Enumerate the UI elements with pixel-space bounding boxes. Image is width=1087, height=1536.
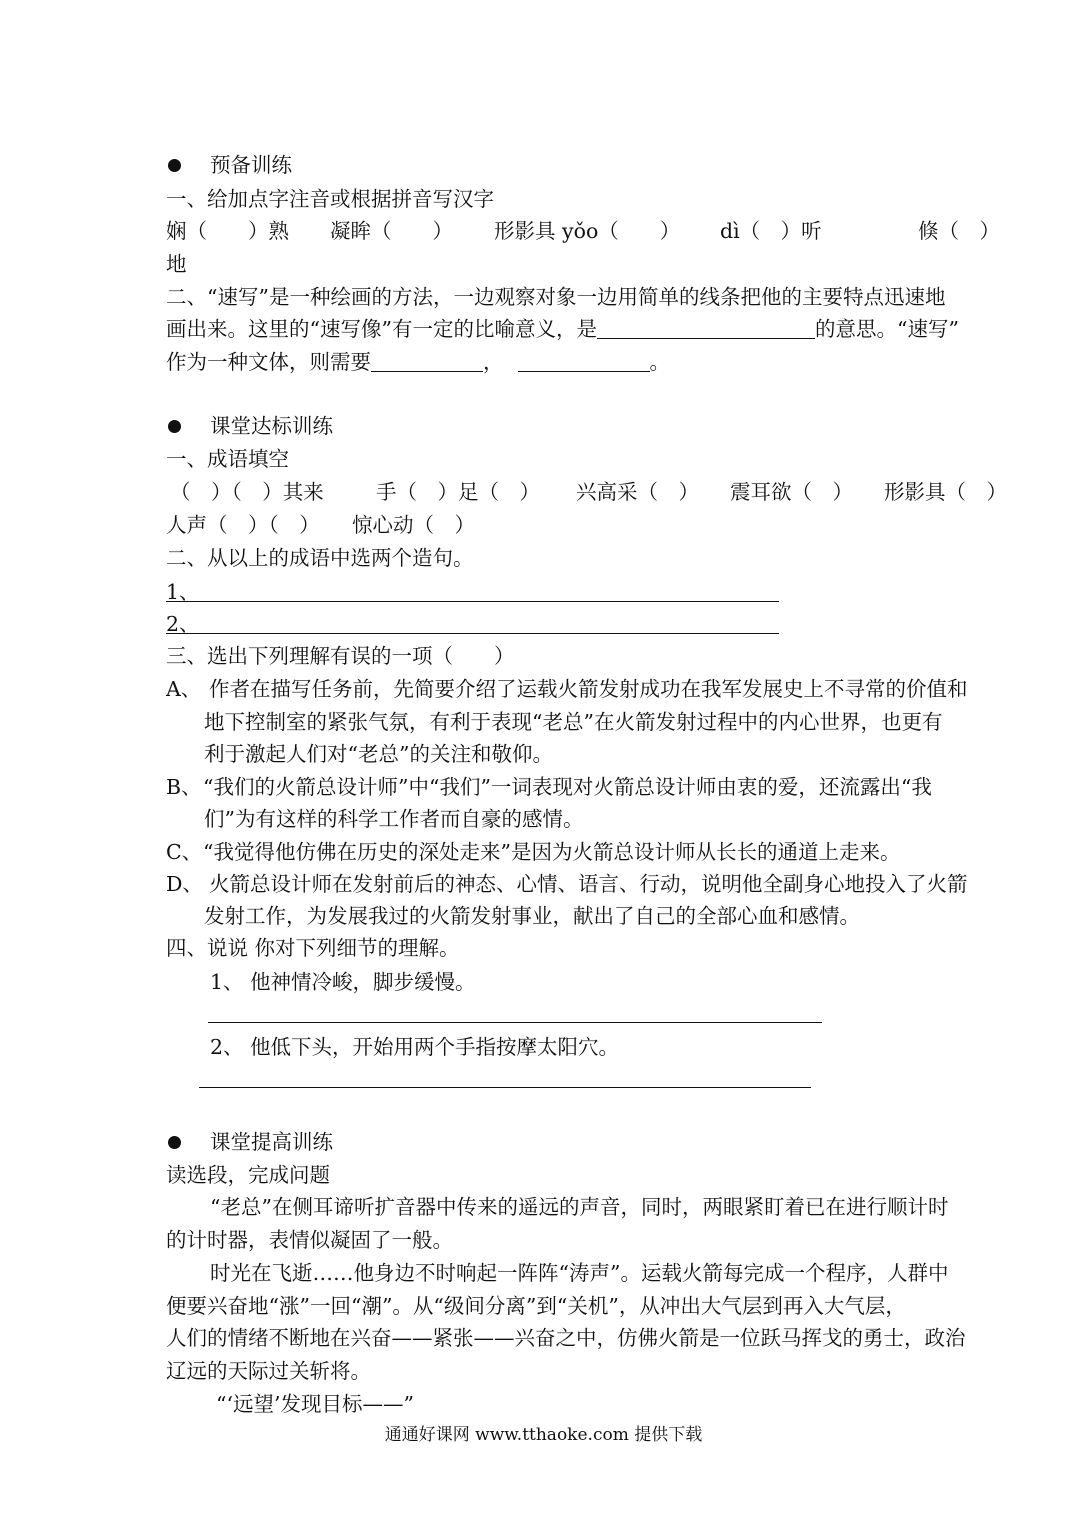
section-bullet-icon — [168, 420, 181, 433]
idiom-item: 兴高采（ ） — [576, 480, 699, 504]
s1-q1-item-f: 地 — [166, 252, 187, 276]
idiom-item: 形影具（ ） — [884, 480, 1007, 504]
option-label-d: D、 — [166, 872, 203, 896]
answer-line[interactable] — [199, 1087, 811, 1088]
s3-intro: 读选段，完成问题 — [166, 1163, 330, 1187]
passage-line: 的计时器，表情似凝固了一般。 — [166, 1228, 453, 1252]
detail-item: 1、 他神情冷峻，脚步缓慢。 — [210, 970, 476, 994]
page-footer: 通通好课网 www.tthaoke.com 提供下载 — [384, 1425, 703, 1445]
option-label-b: B、 — [166, 775, 202, 799]
idiom-item: 手（ ）足（ ） — [376, 480, 540, 504]
detail-item: 2、 他低下头，开始用两个手指按摩太阳穴。 — [210, 1035, 620, 1059]
option-d-line: 火箭总设计师在发射前后的神态、心情、语言、行动，说明他全副身心地投入了火箭 — [209, 872, 968, 896]
passage-line: 便要兴奋地“涨”一回“潮”。从“级间分离”到“关机”，从冲出大气层到再入大气层， — [166, 1294, 906, 1318]
s1-q2-line1: 二、“速写”是一种绘画的方法，一边观察对象一边用简单的线条把他的主要特点迅速地 — [166, 285, 946, 309]
s1-q1-item-d: dì（ ）听 — [720, 219, 822, 243]
option-a-line: 利于激起人们对“老总”的关注和敬仰。 — [204, 742, 553, 766]
passage-line: “‘远望’发现目标——” — [216, 1392, 414, 1416]
s1-q1-title: 一、给加点字注音或根据拼音写汉字 — [166, 187, 494, 211]
answer-line[interactable] — [208, 1022, 822, 1023]
option-b-line: 们”为有这样的科学工作者而自豪的感情。 — [204, 807, 584, 831]
passage-line: 辽远的天际过关斩将。 — [166, 1359, 371, 1383]
s2-q2-title: 二、从以上的成语中选两个造句。 — [166, 546, 474, 570]
option-d-line: 发射工作，为发展我过的火箭发射事业，献出了自己的全部心血和感情。 — [204, 904, 860, 928]
passage-line: “老总”在侧耳谛听扩音器中传来的遥远的声音，同时，两眼紧盯着已在进行顺计时 — [210, 1195, 949, 1219]
s1-q2-line3 — [166, 346, 1017, 379]
s1-q2-line3-text-b: ， — [483, 350, 504, 374]
option-a-line: 作者在描写任务前，先简要介绍了运载火箭发射成功在我军发展史上不寻常的价值和 — [209, 677, 968, 701]
s2-q1-title: 一、成语填空 — [166, 447, 289, 471]
idiom-item: 人声（ ）（ ） — [166, 513, 320, 537]
passage-line: 时光在飞逝……他身边不时响起一阵阵“涛声”。运载火箭每完成一个程序，人群中 — [210, 1261, 949, 1285]
idiom-item: 震耳欲（ ） — [730, 480, 853, 504]
answer-blank[interactable] — [518, 349, 650, 372]
answer-blank[interactable] — [597, 316, 815, 339]
s1-q2-line2 — [166, 313, 1017, 346]
s1-q2-line2-text-b: 的意思。“速写” — [814, 317, 959, 341]
s1-q1-item-a: 娴（ ）熟 — [166, 219, 289, 243]
sentence-item-label: 2、 — [166, 612, 200, 636]
s2-q3-title: 三、选出下列理解有误的一项（ ） — [166, 644, 515, 668]
option-c-line: “我觉得他仿佛在历史的深处走来”是因为火箭总设计师从长长的通道上走来。 — [203, 840, 901, 864]
section-bullet-icon — [168, 1136, 181, 1149]
section-bullet-icon — [168, 159, 181, 172]
s1-q1-item-e: 倏（ ） — [918, 219, 1000, 243]
s2-q4-title: 四、说说 你对下列细节的理解。 — [166, 936, 460, 960]
s1-q1-item-b: 凝眸（ ） — [330, 219, 453, 243]
answer-blank[interactable] — [371, 349, 483, 372]
section-title-preparation: 预备训练 — [210, 153, 292, 177]
section-title-improvement: 课堂提高训练 — [210, 1130, 333, 1154]
passage-line: 人们的情绪不断地在兴奋——紧张——兴奋之中，仿佛火箭是一位跃马挥戈的勇士，政治 — [166, 1326, 966, 1350]
idiom-item: （ ）（ ）其来 — [170, 480, 324, 504]
option-label-a: A、 — [166, 677, 202, 701]
answer-line[interactable] — [166, 601, 779, 602]
option-b-line: “我们的火箭总设计师”中“我们”一词表现对火箭总设计师由衷的爱，还流露出“我 — [203, 775, 932, 799]
option-label-c: C、 — [166, 840, 203, 864]
idiom-item: 惊心动（ ） — [352, 513, 475, 537]
s1-q1-item-c: 形影具 yǒo（ ） — [494, 219, 681, 243]
section-title-class-standard: 课堂达标训练 — [210, 414, 333, 438]
option-a-line: 地下控制室的紧张气氛，有利于表现“老总”在火箭发射过程中的内心世界，也更有 — [204, 710, 943, 734]
s1-q2-line3-text-a: 作为一种文体，则需要 — [166, 350, 371, 374]
sentence-item-label: 1、 — [166, 580, 200, 604]
s1-q2-line2-text-a: 画出来。这里的“速写像”有一定的比喻意义，是 — [166, 317, 597, 341]
answer-line[interactable] — [166, 633, 779, 634]
s1-q2-line3-text-c: 。 — [649, 350, 670, 374]
